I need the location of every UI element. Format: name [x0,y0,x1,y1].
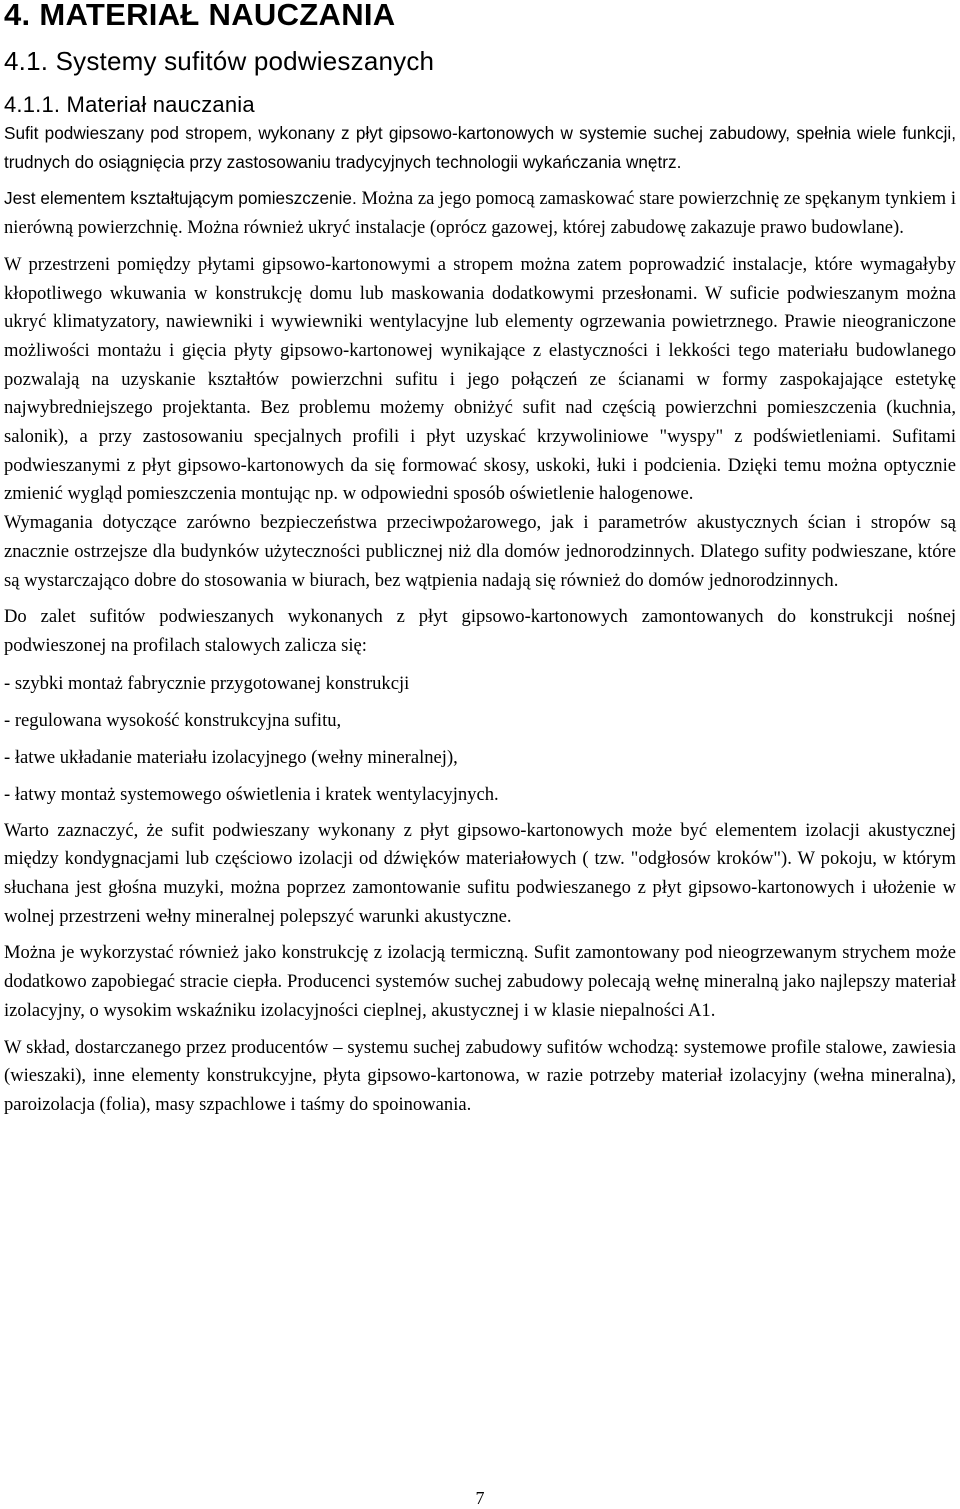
chapter-heading: 4. MATERIAŁ NAUCZANIA [4,0,396,32]
subsection-heading: 4.1.1. Materiał nauczania [4,92,255,117]
paragraph-installations: W przestrzeni pomiędzy płytami gipsowo-kartonowymi a stropem można zatem poprowadzić instalacje, które wymagałyby kłopotliwego wkuwania w konstrukcję domu lub maskowania dodatkowymi przesłonami. W suficie podwieszanym można ukryć klimatyzatory, nawiewniki i wywiewniki wentylacyjne lub elementy ogrzewania powietrznego. Prawie nieograniczone możliwości montażu i gięcia płyty gipsowo-kartonowej wynikające z elastyczności i lekkości tego materiału budowlanego pozwalają na uzyskanie kształtów powierzchni sufitu i jego połączeń ze ścianami w formy zaspokajające estetykę najwybredniejszego projektanta. Bez problemu możemy obniżyć sufit nad częścią powierzchni pomieszczenia (kuchnia, salonik), a przy zastosowaniu specjalnych profili i płyt uzyskać krzywoliniowe "wyspy" z podświetleniami. Sufitami podwieszanymi z płyt gipsowo-kartonowych da się formować skosy, uskoki, łuki i podcienia. Dzięki temu można optycznie zmienić wygląd pomieszczenia montując np. w odpowiedni sposób oświetlenie halogenowe. [4,253,956,505]
paragraph-element [4,184,956,242]
list-item: - regulowana wysokość konstrukcyjna sufitu, [4,709,342,731]
section-heading: 4.1. Systemy sufitów podwieszanych [4,46,435,76]
advantages-list [4,670,956,809]
page-number: 7 [475,1488,485,1508]
paragraph-system-components: W skład, dostarczanego przez producentów – systemu suchej zabudowy sufitów wchodzą: systemowe profile stalowe, zawiesia (wieszaki), inne elementy konstrukcyjne, płyta gipsowo-kartonowa, w razie potrzeby materiał izolacyjny (wełna mineralna), paroizolacja (folia), masy szpachlowe i taśmy do spoinowania. [4,1036,956,1115]
list-item: - szybki montaż fabrycznie przygotowanej konstrukcji [4,672,410,694]
paragraph-advantages-intro: Do zalet sufitów podwieszanych wykonanych z płyt gipsowo-kartonowych zamontowanych do konstrukcji nośnej podwieszonej na profilach stalowych zalicza się: [4,606,956,656]
paragraph-element-lead: Jest elementem kształtującym pomieszczenie. [4,188,357,209]
paragraph-acoustics: Warto zaznaczyć, że sufit podwieszany wykonany z płyt gipsowo-kartonowych może być elementem izolacji akustycznej między kondygnacjami lub częściowo izolacji od dźwięków materiałowych ( tzw. "odgłosów kroków"). W pokoju, w którym słuchana jest głośna muzyki, można poprzez zamontowanie sufitu podwieszanego z płyt gipsowo-kartonowych i ułożenie w wolnej przestrzeni wełny mineralnej polepszyć warunki akustyczne. [4,819,956,927]
paragraph-element-body: Można za jego pomocą zamaskować stare powierzchnię ze spękanym tynkiem i nierówną powierzchnię. Można również ukryć instalacje (oprócz gazowej, której zabudowę zakazuje prawo budowlane). [4,188,956,239]
paragraph-intro: Sufit podwieszany pod stropem, wykonany z płyt gipsowo-kartonowych w systemie suchej zabudowy, spełnia wiele funkcji, trudnych do osiągnięcia przy zastosowaniu tradycyjnych technologii wykańczania wnętrz. [4,123,956,172]
paragraph-requirements: Wymagania dotyczące zarówno bezpieczeństwa przeciwpożarowego, jak i parametrów akustycznych ścian i stropów są znacznie ostrzejsze dla budynków użyteczności publicznej niż dla domów jednorodzinnych. Dlatego sufity podwieszane, które są wystarczająco dobre do stosowania w biurach, bez wątpienia nadają się również do domów jednorodzinnych. [4,512,956,591]
list-item: - łatwe układanie materiału izolacyjnego (wełny mineralnej), [4,746,458,768]
paragraph-thermal: Można je wykorzystać również jako konstrukcję z izolacją termiczną. Sufit zamontowany pod nieogrzewanym strychem może dodatkowo zapobiegać stracie ciepła. Producenci systemów suchej zabudowy polecają wełnę mineralną jako najlepszy materiał izolacyjny, o wysokim wskaźniku izolacyjności cieplnej, akustycznej i w klasie niepalności A1. [4,942,956,1021]
list-item: - łatwy montaż systemowego oświetlenia i kratek wentylacyjnych. [4,783,499,805]
